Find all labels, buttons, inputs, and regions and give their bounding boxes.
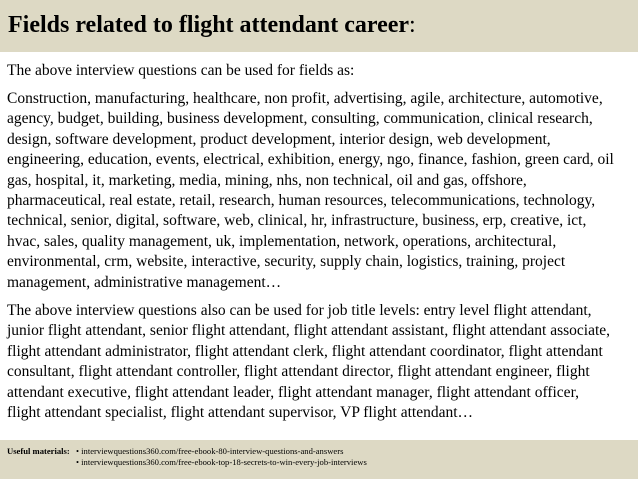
job-levels-line: attendant executive, flight attendant leader, flight attendant manager, flight attendant officer,: [7, 383, 579, 401]
fields-line: environmental, crm, website, interactive, security, supply chain, logistics, training, project: [7, 253, 566, 271]
slide-title-text: Fields related to flight attendant career: [8, 12, 410, 38]
job-levels-line: consultant, flight attendant controller, flight attendant director, flight attendant engineer, flight: [7, 363, 590, 381]
fields-line: hvac, sales, quality management, uk, implementation, network, operations, architectural,: [7, 232, 557, 250]
job-levels-line: flight attendant specialist, flight attendant supervisor, VP flight attendant…: [7, 404, 474, 422]
fields-line: gas, hospital, it, marketing, media, mining, nhs, non technical, oil and gas, offshore,: [7, 171, 527, 189]
fields-paragraph: [7, 89, 633, 293]
fields-line: Construction, manufacturing, healthcare, non profit, advertising, agile, architecture, automotive,: [7, 90, 603, 107]
job-levels-line: junior flight attendant, senior flight attendant, flight attendant assistant, flight attendant associate,: [7, 322, 611, 340]
intro-text: The above interview questions can be used for fields as:: [7, 62, 355, 79]
useful-materials-links: [76, 446, 367, 468]
fields-line: pharmaceutical, real estate, retail, research, human resources, telecommunications, technology,: [7, 192, 596, 210]
ebook-link-80-questions[interactable]: • interviewquestions360.com/free-ebook-80-interview-questions-and-answers: [76, 446, 344, 456]
useful-materials: [7, 446, 638, 468]
slide-title-colon: :: [409, 12, 416, 38]
fields-line: management, administrative management…: [7, 273, 282, 291]
fields-line: engineering, education, events, electrical, exhibition, energy, ngo, finance, fashion, green card, oil: [7, 151, 614, 169]
job-levels-line: flight attendant administrator, flight attendant clerk, flight attendant coordinator, flight attendant: [7, 342, 603, 360]
job-levels-paragraph: [7, 301, 633, 423]
footer-bar: [0, 440, 638, 479]
job-levels-line: The above interview questions also can be used for job title levels: entry level flight attendant,: [7, 302, 592, 320]
fields-line: agency, budget, building, business development, consulting, communication, clinical research,: [7, 110, 593, 128]
slide-title: [8, 10, 638, 40]
fields-line: technical, senior, digital, software, web, clinical, hr, infrastructure, business, erp, creative, ict,: [7, 212, 587, 230]
useful-materials-label: Useful materials:: [7, 446, 70, 456]
fields-line: design, software development, product development, interior design, web development,: [7, 130, 551, 148]
title-bar: [0, 0, 638, 52]
ebook-link-18-secrets[interactable]: • interviewquestions360.com/free-ebook-top-18-secrets-to-win-every-job-interviews: [76, 457, 367, 467]
slide-content: [7, 61, 633, 432]
